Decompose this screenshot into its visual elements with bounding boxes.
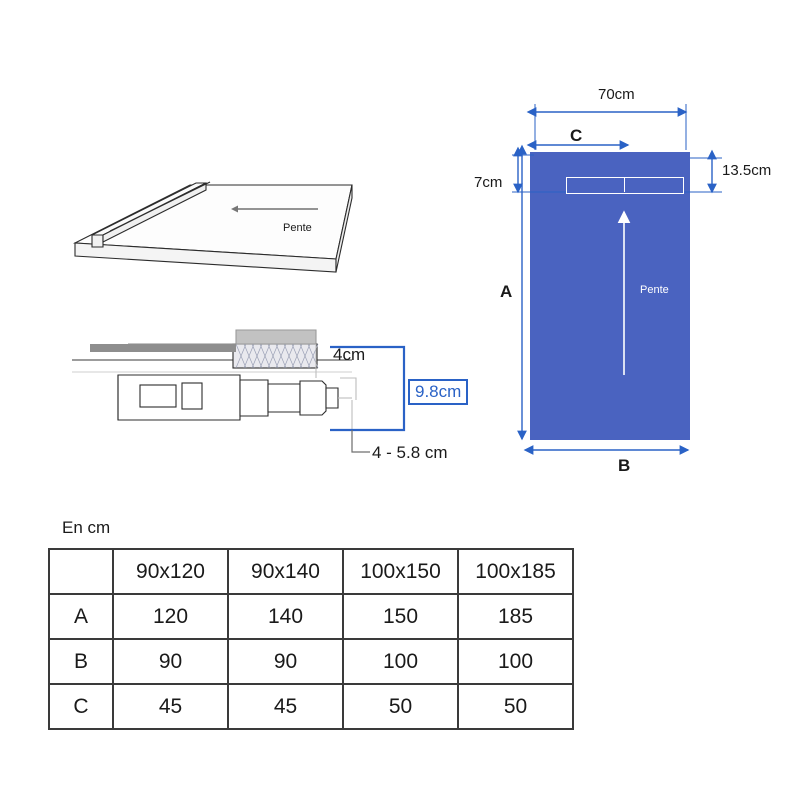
table-cell: 90 xyxy=(228,639,343,684)
table-corner-cell xyxy=(49,549,113,594)
dim-c-label: C xyxy=(570,126,583,145)
table-col-header: 100x150 xyxy=(343,549,458,594)
iso-slope-label: Pente xyxy=(283,222,312,234)
table-cell: 90 xyxy=(113,639,228,684)
table-row xyxy=(49,594,573,639)
table-row-label: C xyxy=(49,684,113,729)
section-view-drawing xyxy=(72,330,356,450)
table-cell: 50 xyxy=(458,684,573,729)
table-cell: 150 xyxy=(343,594,458,639)
table-col-header: 90x120 xyxy=(113,549,228,594)
unit-label: En cm xyxy=(62,518,111,537)
table-row-label: A xyxy=(49,594,113,639)
plan-dimension-lines xyxy=(512,104,722,450)
dim-b-label: B xyxy=(618,456,631,475)
table-cell: 45 xyxy=(228,684,343,729)
table-cell: 100 xyxy=(458,639,573,684)
table-col-header: 90x140 xyxy=(228,549,343,594)
table-row-label: B xyxy=(49,639,113,684)
dimension-table xyxy=(48,548,574,730)
dim-13-5cm-label: 13.5cm xyxy=(722,162,772,179)
table-cell: 140 xyxy=(228,594,343,639)
dim-4cm-label: 4cm xyxy=(333,345,366,364)
dim-7cm-label: 7cm xyxy=(474,174,503,191)
table-cell: 120 xyxy=(113,594,228,639)
dim-4-58cm-label: 4 - 5.8 cm xyxy=(372,443,448,462)
table-row xyxy=(49,639,573,684)
dim-4-58cm-bracket xyxy=(352,430,370,452)
dim-a-label: A xyxy=(500,282,513,301)
table-header-row xyxy=(49,549,573,594)
table-cell: 100 xyxy=(343,639,458,684)
table-cell: 50 xyxy=(343,684,458,729)
dim-70cm-label: 70cm xyxy=(598,86,635,103)
table-cell: 45 xyxy=(113,684,228,729)
table-row xyxy=(49,684,573,729)
table-cell: 185 xyxy=(458,594,573,639)
plan-slope-label: Pente xyxy=(640,284,669,296)
table-col-header: 100x185 xyxy=(458,549,573,594)
dim-9-8cm-label: 9.8cm xyxy=(408,379,468,405)
